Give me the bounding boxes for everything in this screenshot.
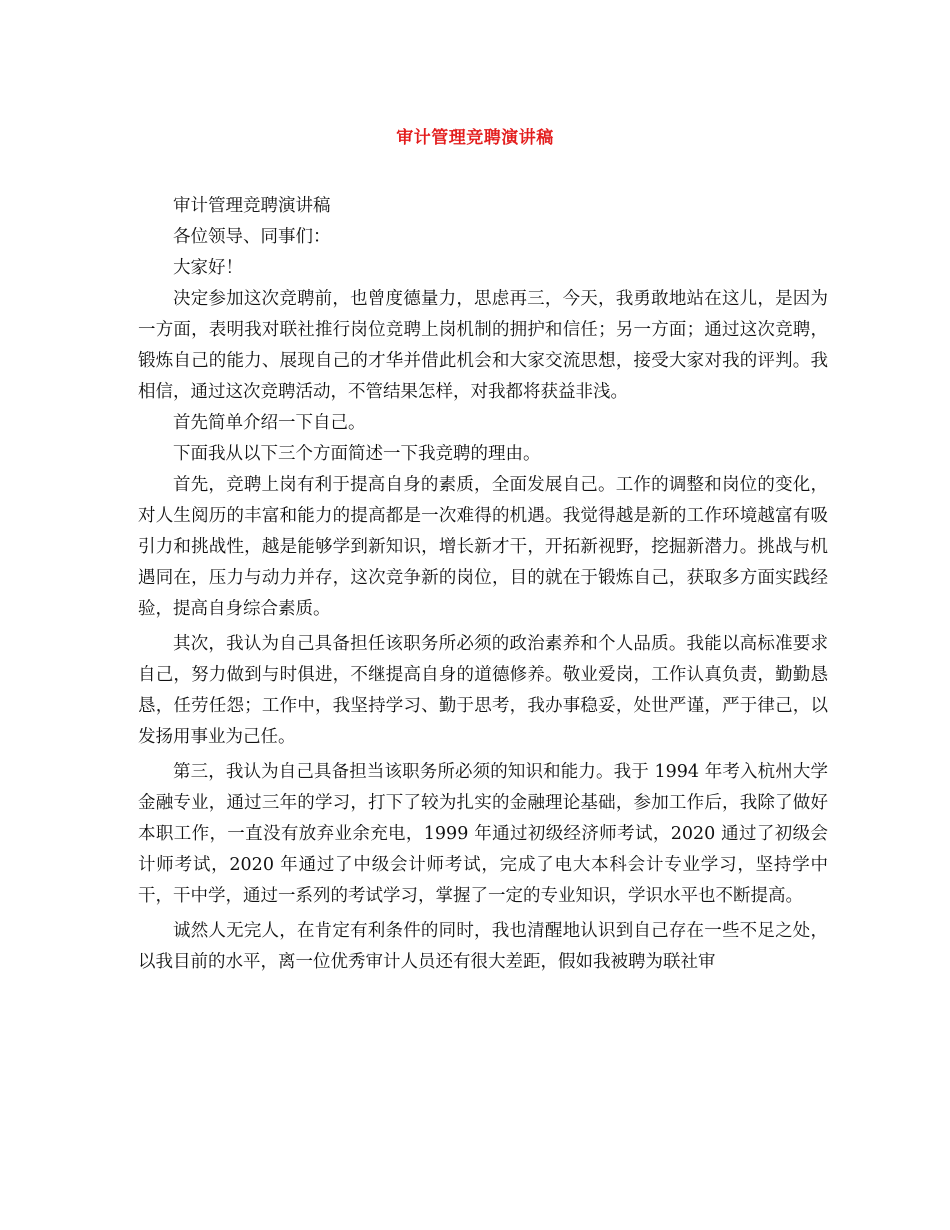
document-body xyxy=(138,191,828,978)
paragraph-salutation: 各位领导、同事们： xyxy=(173,227,331,247)
document-title: 审计管理竞聘演讲稿 xyxy=(396,128,554,148)
paragraph-reason-first: 首先，竞聘上岗有利于提高自身的素质，全面发展自己。工作的调整和岗位的变化，对人生阅历的丰富和能力的提高都是一次难得的机遇。我觉得越是新的工作环境越富有吸引力和挑战性，越是能够学到新知识，增长新才干，开拓新视野，挖掘新潜力。挑战与机遇同在，压力与动力并存，这次竞争新的岗位，目的就在于锻炼自己，获取多方面实践经验，提高自身综合素质。 xyxy=(138,475,828,619)
paragraph-intro: 决定参加这次竞聘前，也曾度德量力，思虑再三，今天，我勇敢地站在这儿，是因为一方面，表明我对联社推行岗位竞聘上岗机制的拥护和信任；另一方面；通过这次竞聘，锻炼自己的能力、展现自己的才华并借此机会和大家交流思想，接受大家对我的评判。我相信，通过这次竞聘活动，不管结果怎样，对我都将获益非浅。 xyxy=(138,289,828,402)
paragraph-shortcomings: 诚然人无完人，在肯定有利条件的同时，我也清醒地认识到自己存在一些不足之处，以我目前的水平，离一位优秀审计人员还有很大差距，假如我被聘为联社审 xyxy=(138,921,828,972)
paragraph-reason-second: 其次，我认为自己具备担任该职务所必须的政治素养和个人品质。我能以高标准要求自己，努力做到与时俱进，不继提高自身的道德修养。敬业爱岗，工作认真负责，勤勤恳恳，任劳任怨；工作中，我坚持学习、勤于思考，我办事稳妥，处世严谨，严于律己，以发扬用事业为己任。 xyxy=(138,634,828,747)
paragraph-greeting: 大家好！ xyxy=(173,258,243,278)
paragraph-self-intro: 首先简单介绍一下自己。 xyxy=(173,413,366,433)
paragraph-heading: 审计管理竞聘演讲稿 xyxy=(173,196,331,216)
paragraph-reasons-lead: 下面我从以下三个方面简述一下我竞聘的理由。 xyxy=(173,444,541,464)
paragraph-reason-third: 第三，我认为自己具备担当该职务所必须的知识和能力。我于 1994 年考入杭州大学金融专业，通过三年的学习，打下了较为扎实的金融理论基础，参加工作后，我除了做好本职工作，一直没有放弃业余充电，1999 年通过初级经济师考试，2020 通过了初级会计师考试，2020 年通过了中级会计师考试，完成了电大本科会计专业学习，坚持学中干，干中学，通过一系列的考试学习，掌握了一定的专业知识，学识水平也不断提高。 xyxy=(138,762,828,906)
